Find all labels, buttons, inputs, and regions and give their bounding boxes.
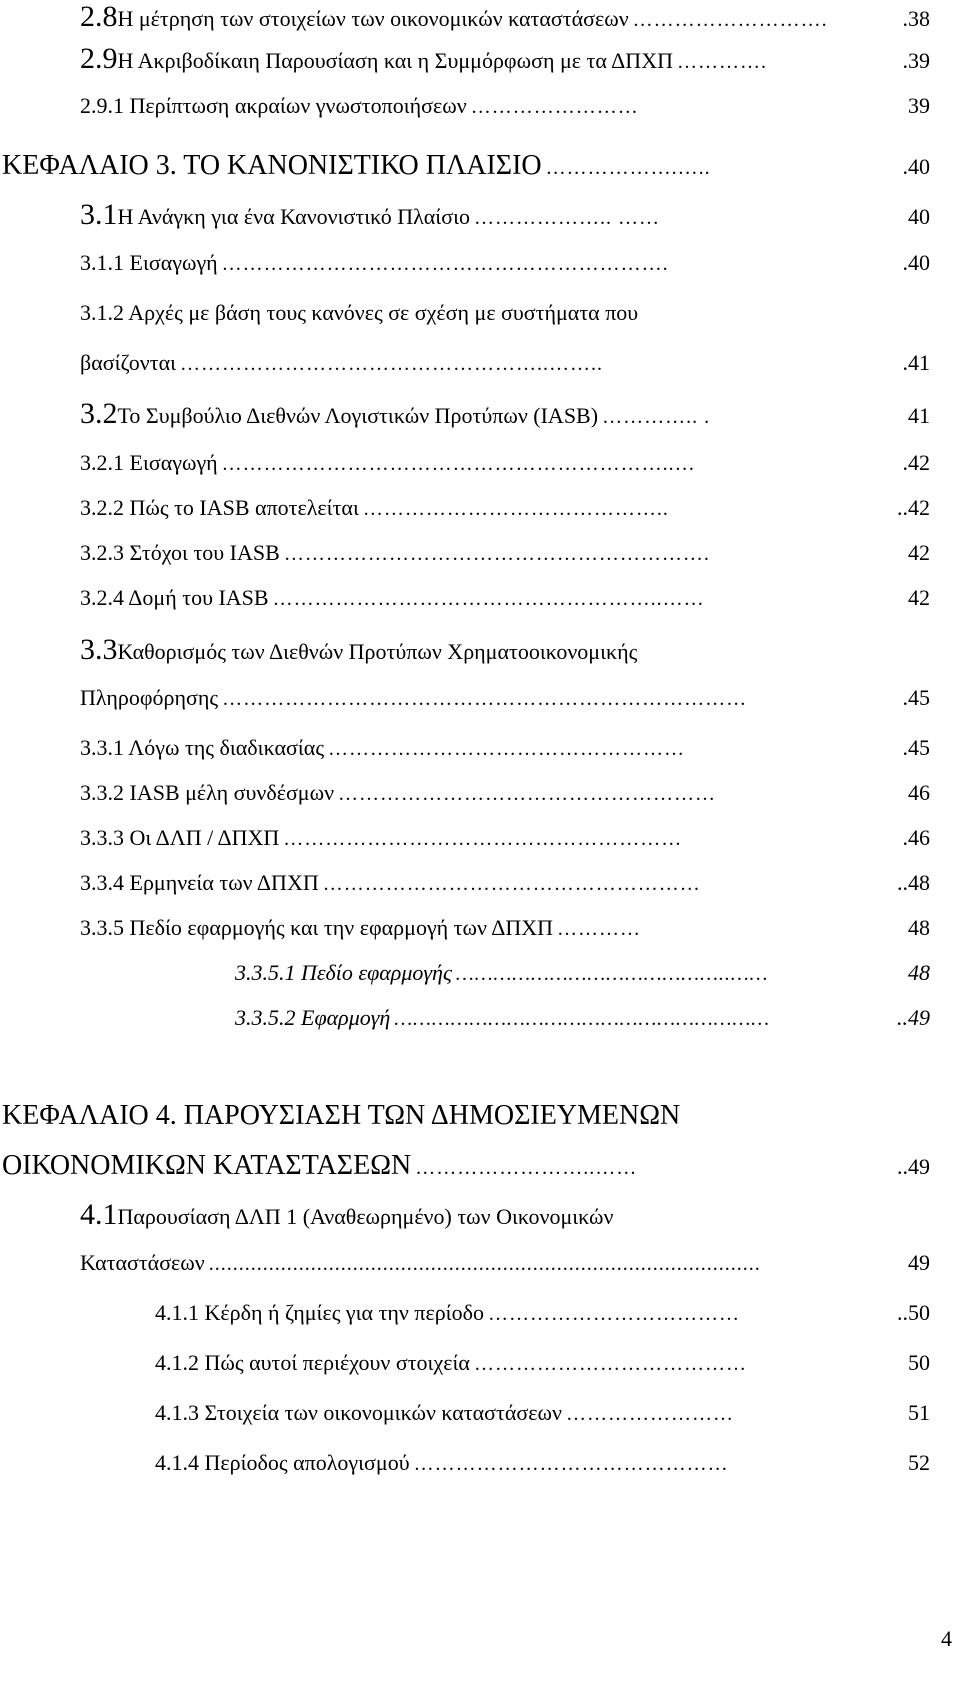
page-number: ..49	[897, 1154, 930, 1179]
toc-entry	[80, 735, 930, 779]
section-number: 3.3	[80, 633, 118, 666]
entry-title: 3.1.2 Αρχές με βάση τους κανόνες σε σχέση με συστήματα που	[80, 300, 639, 325]
dot-leader: ……………………………………………..……..	[180, 353, 604, 375]
dot-leader: ............................................................................................	[208, 1253, 761, 1275]
page-number: .46	[902, 825, 930, 850]
section-number: 2.8	[80, 0, 118, 33]
toc-entry	[80, 42, 930, 86]
entry-title: 4.1.3 Στοιχεία των οικονομικών καταστάσεων	[155, 1400, 562, 1425]
dot-leader: ……………….…..	[545, 157, 711, 179]
page-number: .45	[902, 735, 930, 760]
dot-leader: ……………………..……	[415, 1157, 638, 1179]
page-number: 39	[908, 93, 930, 118]
toc-chapter	[2, 150, 930, 194]
toc-entry	[80, 0, 930, 44]
entry-title: 3.3.4 Ερμηνεία των ΔΠΧΠ	[80, 870, 319, 895]
dot-leader: ………….	[676, 51, 767, 73]
page-number: .42	[902, 450, 930, 475]
toc-entry	[80, 397, 930, 441]
entry-title: Καταστάσεων	[80, 1250, 205, 1275]
page-number: .39	[902, 48, 930, 73]
toc-entry	[80, 198, 930, 242]
entry-title: Καθορισμός των Διεθνών Προτύπων Χρηματοοικονομικής	[117, 639, 638, 664]
entry-title: Η Ανάγκη για ένα Κανονιστικό Πλαίσιο	[117, 204, 471, 229]
page-number: ..42	[897, 495, 930, 520]
entry-title: 3.3.3 Οι ΔΛΠ / ΔΠΧΠ	[80, 825, 280, 850]
toc-entry	[80, 93, 930, 137]
entry-title: Η Ακριβοδίκαιη Παρουσίαση και η Συμμόρφωση με τα ΔΠΧΠ	[117, 48, 673, 73]
page-number-footer: 4	[941, 1626, 952, 1651]
toc-entry	[155, 1300, 930, 1344]
dot-leader: …………………………………	[473, 1353, 747, 1375]
page-number: 40	[908, 204, 930, 229]
toc-entry-continuation	[80, 1250, 930, 1294]
entry-title: 3.3.5.2 Εφαρμογή	[235, 1005, 391, 1030]
dot-leader: ………….. .	[602, 406, 711, 428]
dot-leader: ……………………	[470, 96, 639, 118]
entry-title: Το Συμβούλιο Διεθνών Λογιστικών Προτύπων (IASB)	[117, 403, 599, 428]
dot-leader: ………………………………………	[413, 1453, 729, 1475]
toc-entry	[80, 450, 930, 494]
page-number: .40	[902, 154, 930, 179]
dot-leader: …………………………………………………	[283, 828, 683, 850]
page-number: 42	[908, 540, 930, 565]
section-number: 4.1	[80, 1198, 118, 1231]
entry-title: 3.3.5 Πεδίο εφαρμογής και την εφαρμογή των ΔΠΧΠ	[80, 915, 554, 940]
dot-leader: ……………………………………………………….	[221, 253, 669, 275]
toc-entry	[80, 540, 930, 584]
entry-title: Πληροφόρησης	[80, 685, 219, 710]
dot-leader: ……………………………………………	[328, 738, 686, 760]
chapter-title: ΟΙΚΟΝΟΜΙΚΩΝ ΚΑΤΑΣΤΑΣΕΩΝ	[2, 1150, 412, 1181]
dot-leader: …………………………………………………….	[283, 543, 710, 565]
toc-entry	[155, 1450, 930, 1494]
toc-entry	[235, 1005, 930, 1049]
dot-leader: ………………………………………………..……	[272, 588, 705, 610]
entry-title: Παρουσίαση ΔΛΠ 1 (Αναθεωρημένο) των Οικονομικών	[117, 1204, 614, 1229]
toc-entry	[80, 780, 930, 824]
dot-leader: ………………………………………………	[322, 873, 701, 895]
entry-title: 3.2.1 Εισαγωγή	[80, 450, 218, 475]
dot-leader: ………………………………………………………..…	[221, 453, 696, 475]
toc-chapter	[2, 1100, 930, 1144]
page-number: .38	[902, 6, 930, 31]
toc-entry	[80, 300, 930, 344]
entry-title: βασίζονται	[80, 350, 177, 375]
toc-entry	[80, 870, 930, 914]
page-number: 50	[908, 1350, 930, 1375]
page-number: .41	[902, 350, 930, 375]
page-number: 52	[908, 1450, 930, 1475]
dot-leader: ……………………….	[632, 9, 828, 31]
section-number: 3.1	[80, 198, 118, 231]
dot-leader: ………………………………	[487, 1303, 740, 1325]
dot-leader: ……………………	[565, 1403, 734, 1425]
toc-entry	[80, 633, 930, 677]
page-number: .45	[902, 685, 930, 710]
section-number: 2.9	[80, 42, 118, 75]
page-number: .40	[902, 250, 930, 275]
toc-entry	[155, 1400, 930, 1444]
chapter-title: ΚΕΦΑΛΑΙΟ 3. ΤΟ ΚΑΝΟΝΙΣΤΙΚΟ ΠΛΑΙΣΙΟ	[2, 150, 542, 181]
page-number: ..49	[897, 1005, 930, 1030]
entry-title: 2.9.1 Περίπτωση ακραίων γνωστοποιήσεων	[80, 93, 467, 118]
entry-title: 3.2.3 Στόχοι του IASB	[80, 540, 280, 565]
entry-title: Η μέτρηση των στοιχείων των οικονομικών καταστάσεων	[117, 6, 629, 31]
toc-entry-continuation	[80, 685, 930, 729]
entry-title: 4.1.1 Κέρδη ή ζημίες για την περίοδο	[155, 1300, 484, 1325]
toc-entry	[155, 1350, 930, 1394]
entry-title: 3.3.2 IASB μέλη συνδέσμων	[80, 780, 335, 805]
toc-entry	[80, 1198, 930, 1242]
toc-entry	[80, 825, 930, 869]
entry-title: 3.2.2 Πώς το IASB αποτελείται	[80, 495, 359, 520]
entry-title: 4.1.4 Περίοδος απολογισμού	[155, 1450, 410, 1475]
entry-title: 4.1.2 Πώς αυτοί περιέχουν στοιχεία	[155, 1350, 470, 1375]
entry-title: 3.1.1 Εισαγωγή	[80, 250, 218, 275]
page-number: 48	[908, 915, 930, 940]
dot-leader: …………	[557, 918, 642, 940]
toc-chapter-continuation	[2, 1150, 930, 1194]
page-number: 42	[908, 585, 930, 610]
page-number: 46	[908, 780, 930, 805]
toc-entry	[80, 585, 930, 629]
chapter-title: ΚΕΦΑΛΑΙΟ 4. ΠΑΡΟΥΣΙΑΣΗ ΤΩΝ ΔΗΜΟΣΙΕΥΜΕΝΩΝ	[2, 1100, 681, 1131]
page-number: 51	[908, 1400, 930, 1425]
toc-entry	[80, 495, 930, 539]
section-number: 3.2	[80, 397, 118, 430]
entry-title: 3.3.5.1 Πεδίο εφαρμογής	[235, 960, 452, 985]
page-number: 48	[908, 960, 930, 985]
dot-leader: ……………………………………..……	[455, 963, 769, 985]
toc-entry-continuation	[80, 350, 930, 394]
page-number: 49	[908, 1250, 930, 1275]
toc-entry	[80, 915, 930, 959]
toc-entry	[235, 960, 930, 1004]
page-number: ..50	[897, 1300, 930, 1325]
page-number: 41	[908, 403, 930, 428]
page-number: ..48	[897, 870, 930, 895]
dot-leader: ……………………………………..	[362, 498, 669, 520]
toc-entry	[80, 250, 930, 294]
dot-leader: ………………………………………………	[338, 783, 717, 805]
dot-leader: …………………………………………………………………	[222, 688, 748, 710]
entry-title: 3.3.1 Λόγω της διαδικασίας	[80, 735, 325, 760]
entry-title: 3.2.4 Δομή του IASB	[80, 585, 269, 610]
dot-leader: ……………………………………………………	[394, 1008, 771, 1030]
dot-leader: ……………….. ……	[474, 207, 661, 229]
